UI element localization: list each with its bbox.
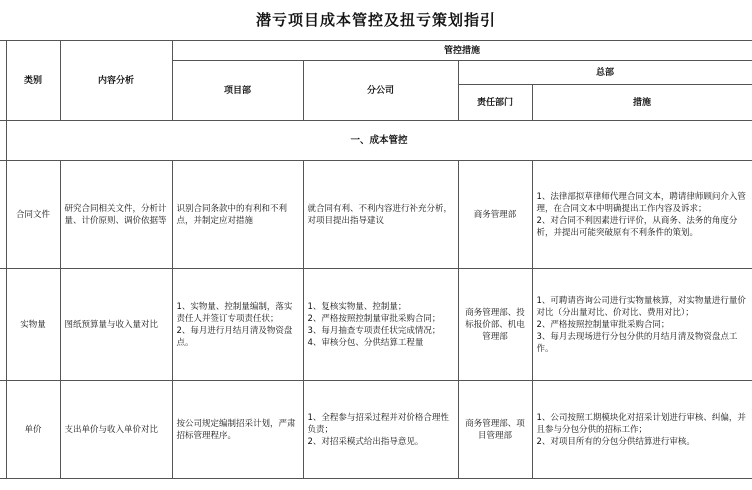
branch-measure-line: 就合同有利、不利内容进行补充分析，对项目提出指导建议 bbox=[307, 203, 453, 226]
section-heading: 一、成本管控 bbox=[6, 121, 752, 161]
header-branch: 分公司 bbox=[303, 61, 458, 121]
cost-control-table bbox=[0, 40, 752, 479]
row-analysis: 研究合同相关文件，分析计量、计价原则、调价依据等 bbox=[60, 161, 172, 269]
row-category: 实物量 bbox=[6, 269, 60, 381]
project-measure-line: 1、实物量、控制量编制，落实责任人并签订专项责任状； bbox=[176, 301, 293, 324]
branch-measure-line: 2、严格按照控制量审批采购合同； bbox=[307, 313, 441, 324]
branch-measure-line: 4、审核分包、分供结算工程量 bbox=[307, 337, 424, 348]
row-category: 单价 bbox=[6, 381, 60, 479]
row-category: 合同文件 bbox=[6, 161, 60, 269]
row-hq-measures bbox=[532, 381, 752, 479]
row-branch-measures bbox=[303, 381, 458, 479]
hq-measure-line: 2、严格按照控制量审批采购合同； bbox=[536, 319, 670, 330]
row-hq-measures bbox=[532, 269, 752, 381]
row-analysis: 支出单价与收入单价对比 bbox=[60, 381, 172, 479]
hq-measure-line: 2、对项目所有的分包分供结算进行审核。 bbox=[536, 436, 695, 447]
header-analysis: 内容分析 bbox=[60, 41, 172, 121]
header-control-measures: 管控措施 bbox=[172, 41, 752, 61]
branch-measure-line: 3、每月抽查专项责任状完成情况； bbox=[307, 325, 441, 336]
header-measures: 措施 bbox=[532, 85, 752, 121]
row-responsible-dept: 商务管理部、项目管理部 bbox=[458, 381, 532, 479]
hq-measure-line: 1、公司按照工期模块化对招采计划进行审核、纠偏，并且参与分包分供的招标工作； bbox=[536, 412, 746, 435]
row-analysis: 图纸预算量与收入量对比 bbox=[60, 269, 172, 381]
row-project-measures bbox=[172, 161, 303, 269]
hq-measure-line: 1、法律部拟草律师代理合同文本，聘请律师顾问介入管理，在合同文本中明确提出工作内容及诉求； bbox=[536, 191, 746, 214]
row-branch-measures bbox=[303, 269, 458, 381]
branch-measure-line: 1、复核实物量、控制量； bbox=[307, 301, 407, 312]
project-measure-line: 2、每月进行月结月清及物资盘点。 bbox=[176, 325, 293, 348]
header-category: 类别 bbox=[6, 41, 60, 121]
project-measure-line: 按公司规定编制招采计划，严肃招标管理程序。 bbox=[176, 418, 296, 441]
header-hq: 总部 bbox=[458, 61, 752, 85]
row-responsible-dept: 商务管理部 bbox=[458, 161, 532, 269]
hq-measure-line: 2、对合同不利因素进行评价，从商务、法务的角度分析，并提出可能突破原有不利条件的策划。 bbox=[536, 215, 738, 238]
row-project-measures bbox=[172, 269, 303, 381]
hq-measure-line: 3、每月去现场进行分包分供的月结月清及物资盘点工作。 bbox=[536, 331, 738, 354]
branch-measure-line: 2、对招采模式给出指导意见。 bbox=[307, 436, 424, 447]
row-branch-measures bbox=[303, 161, 458, 269]
page-title: 潜亏项目成本管控及扭亏策划指引 bbox=[255, 11, 496, 29]
header-responsible-dept: 责任部门 bbox=[458, 85, 532, 121]
hq-measure-line: 1、可聘请咨询公司进行实物量核算，对实物量进行量价对比（分出量对比、价对比、费用对比）； bbox=[536, 295, 746, 318]
row-responsible-dept: 商务管理部、投标报价部、机电管理部 bbox=[458, 269, 532, 381]
project-measure-line: 识别合同条款中的有利和不利点，并制定应对措施 bbox=[176, 203, 288, 226]
branch-measure-line: 1、全程参与招采过程并对价格合理性负责； bbox=[307, 412, 449, 435]
row-hq-measures bbox=[532, 161, 752, 269]
header-project-dept: 项目部 bbox=[172, 61, 303, 121]
row-project-measures bbox=[172, 381, 303, 479]
